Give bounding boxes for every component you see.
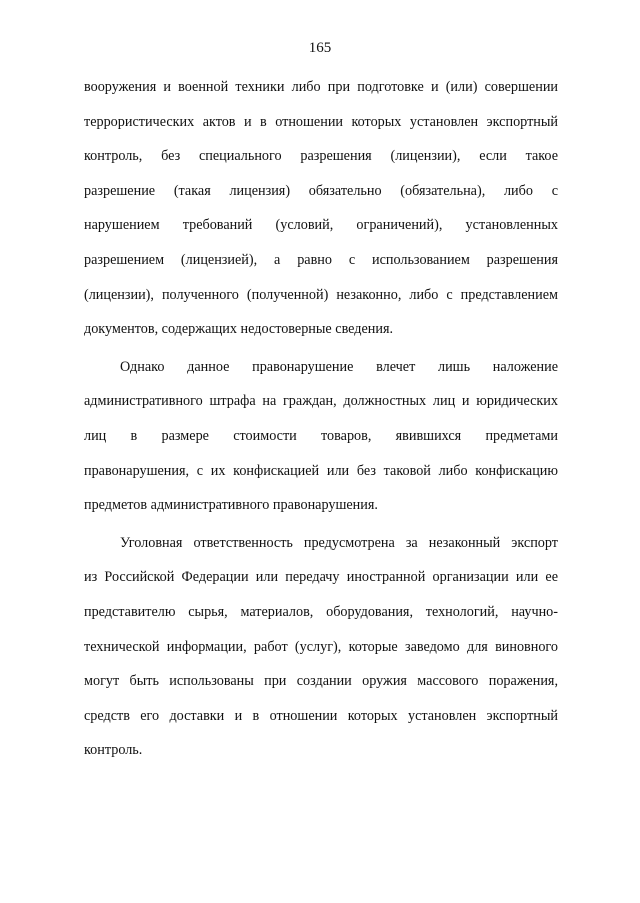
text-line: нарушением требований (условий, ограничений), установленных <box>84 217 558 234</box>
text-line: правонарушения, с их конфискацией или без таковой либо конфискацию <box>84 462 558 479</box>
text-line: документов, содержащих недостоверные сведения. <box>84 321 394 338</box>
paragraph-2 <box>84 350 558 523</box>
text-line: Однако данное правонарушение влечет лишь наложение <box>120 358 558 375</box>
text-line: вооружения и военной техники либо при подготовке и (или) совершении <box>84 79 558 95</box>
document-body <box>84 70 558 768</box>
text-line: из Российской Федерации или передачу иностранной организации или ее <box>84 569 558 586</box>
text-line: представителю сырья, материалов, оборудования, технологий, научно- <box>84 603 558 620</box>
text-line: лиц в размере стоимости товаров, явившихся предметами <box>84 427 558 444</box>
text-line: могут быть использованы при создании оружия массового поражения, <box>84 673 558 690</box>
text-line: разрешение (такая лицензия) обязательно (обязательна), либо с <box>84 182 558 199</box>
text-line: контроль. <box>84 742 143 759</box>
text-line: предметов административного правонарушения. <box>84 497 378 514</box>
text-line: технической информации, работ (услуг), которые заведомо для виновного <box>84 638 558 655</box>
page-number: 165 <box>308 40 332 56</box>
paragraph-3 <box>84 526 558 768</box>
text-line: административного штрафа на граждан, должностных лиц и юридических <box>84 393 558 410</box>
text-line: контроль, без специального разрешения (лицензии), если такое <box>84 148 558 165</box>
text-line: (лицензии), полученного (полученной) незаконно, либо с представлением <box>84 286 558 303</box>
paragraph-1 <box>84 70 558 347</box>
text-line: средств его доставки и в отношении которых установлен экспортный <box>84 707 558 724</box>
text-line: разрешением (лицензией), а равно с использованием разрешения <box>84 251 558 268</box>
text-line: террористических актов и в отношении которых установлен экспортный <box>84 113 558 130</box>
text-line: Уголовная ответственность предусмотрена за незаконный экспорт <box>120 534 558 551</box>
